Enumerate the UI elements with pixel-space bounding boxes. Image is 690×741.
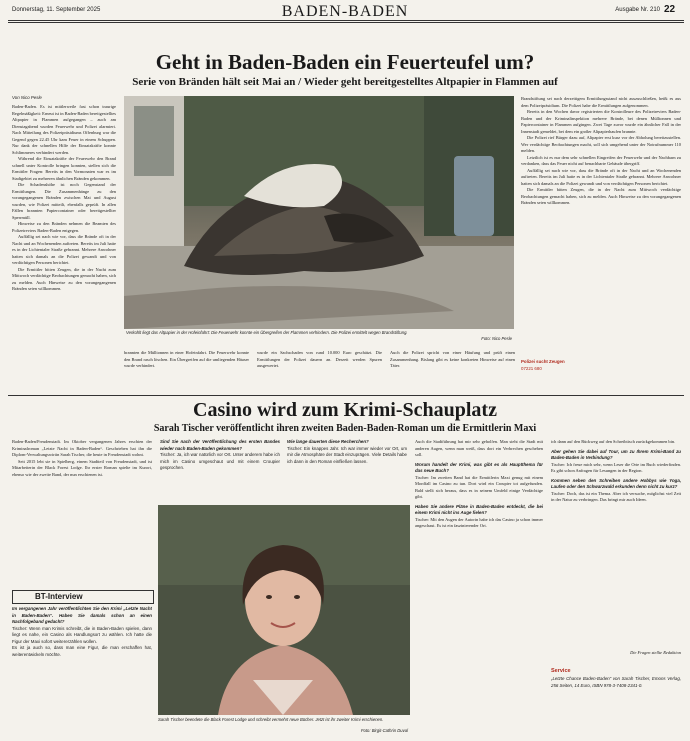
paragraph: Die Polizei rief Bürger dazu auf, Altpapier erst kurz vor der Abholung bereitzustellen. Wer verdächtige Beobachtungen macht, soll sich umgehend unter der Notrufnummer 110 melden. [521, 135, 681, 153]
interviewer-name: Redaktion [663, 650, 681, 655]
paragraph: Letztlich ist es nur dem sehr schnellen Eingreifen der Feuerwehr und der Nachbarn zu verdanken, dass das Feuer nicht auf benachbarte Gebäude übergriff. [521, 154, 681, 166]
interview-question: Worum handelt der Krimi, was gibt es als Hauptthema für das neue Buch? [415, 461, 543, 473]
article1-bottom-col1: brannten die Mülltonnen in einer Hofeinfahrt. Die Feuerwehr konnte den Brand rasch löschen. Ein Übergreifen auf die umliegenden Häuser wurde verhindert. [124, 350, 249, 368]
paragraph: ich dann auf den Rückweg auf den Schreibtisch zurückgekommen bin. [551, 439, 676, 444]
photo2-credit: Foto: Birgit-Cathrin Duval [360, 728, 408, 733]
interviewer-credit [551, 650, 681, 657]
article2-col1b [12, 606, 152, 736]
article-divider [8, 395, 684, 396]
interview-badge [12, 590, 154, 604]
interview-question: Aber gehen Sie dabei auf Tour, um zu Ihrem Krimi-Band zu Baden-Baden in Verbindung? [551, 448, 681, 460]
photo1-credit: Foto: Nico Pesle [481, 336, 512, 341]
author-portrait-illustration [158, 505, 410, 715]
interview-answer: Tischer: Im zweiten Band hat die Ermittlerin Maxi genug mit einem Mordfall im Casino zu tun. Dort wird ein Croupier tot aufgefunden. Bald stellt sich heraus, dass es in seinem Umfeld einige Verdächtige gibt. [415, 474, 543, 499]
page-number: 22 [664, 4, 676, 15]
paragraph: Auffällig sei nach wie vor, dass die Brände oft in der Nacht und an Wochenenden auftreten. Bereits im Juli hatte es in der Lichtentaler Straße gebrannt. Mehrere Anwohner hatten sich damals an die Polizei gewandt und von verdächtigen Personen berichtet. [12, 234, 116, 265]
interview-answer: Tischer: Ein knappes Jahr. Ich war immer wieder vor Ort, um mir die Atmosphäre der Stadt einzuprägen. Viele Details habe ich dann in den Roman einfließen lassen. [287, 445, 407, 464]
paragraph: Die Ermittler bitten Zeugen, die in der Nacht zum Mittwoch verdächtige Beobachtungen gemacht haben, sich zu melden. Auch Hinweise zu den vorangegangenen Bränden seien willkommen. [521, 187, 681, 205]
article1-byline: Von Nico Pesle [12, 95, 42, 100]
article2-col1 [12, 439, 152, 574]
paragraph: Baden-Baden. Es ist mittlerweile fast schon traurige Regelmäßigkeit: Erneut ist in Baden-Baden bereitgestelltes Altpapier in Flammen aufgegangen – auch am Dienstagabend wurden Feuerwehr und Polizei alarmiert. Nach Mitteilung des Polizeipräsidiums Offenburg war die Gegend gegen 22.45 Uhr kam Feuer in einem Schuppen. Nur dank der schnellen Hilfe der Einsatzkräfte konnte Schlimmeres verhindert werden. [12, 104, 116, 155]
paragraph: Baden-Baden/Freudenstadt. Im Oktober vergangenen Jahres erschien der Kriminalroman „Letzte Nacht in Baden-Baden“. Geschrieben hat ihn die Diplom-Verwaltungswirtin Sarah Tischer, die heute in Freudenstadt wohnt. [12, 439, 152, 457]
interview-question: Wie lange dauerten diese Recherchen? [287, 439, 369, 444]
paragraph: Brandstiftung sei nach derzeitigem Ermittlungsstand nicht auszuschließen, heißt es aus dem Polizeipräsidium. Die Polizei habe die Ermittlungen aufgenommen. [521, 96, 681, 108]
service-text: „Letzte Chance Baden-Baden“ von Sarah Tischer, Emons Verlag, 256 Seiten, 14 Euro, ISBN 978-3-7408-2341-0. [551, 676, 681, 688]
article1-col-right [521, 96, 681, 358]
paragraph: Auffällig sei nach wie vor, dass die Brände oft in der Nacht und an Wochenenden auftreten. Bereits im Juli hatte es in der Lichtentaler Straße gebrannt. Mehrere Anwohner hatten sich damals an die Polizei gewandt und von verdächtigen Personen berichtet. [521, 167, 681, 186]
paragraph: Die Ermittler bitten Zeugen, die in der Nacht zum Mittwoch verdächtige Beobachtungen gemacht haben, sich zu melden. Auch Hinweise zu den vorangegangenen Bränden seien willkommen. [12, 266, 116, 291]
article1-headline: Geht in Baden-Baden ein Feuerteufel um? [155, 50, 535, 74]
paragraph: Hinweise zu den Bränden nehmen die Beamten des Polizeireviers Baden-Baden entgegen. [12, 221, 116, 233]
issue-date: Donnerstag, 11. September 2025 [12, 7, 101, 13]
contact-phone: 07221 680 [521, 366, 542, 371]
fire-debris-photo [124, 96, 514, 329]
paragraph: Auch die Stadtführung hat mir sehr geholfen. Man sieht die Stadt mit anderen Augen, wenn man weiß, dass dort ein Verbrechen geschehen soll. [415, 439, 543, 457]
article2-col-right [551, 439, 681, 647]
article1-bottom-col3: Auch die Polizei spricht von einer Häufung und prüft einen Zusammenhang. Bislang gibt es keine konkreten Hinweise auf einen Täter. [390, 350, 515, 368]
fire-debris-illustration [124, 96, 514, 329]
author-portrait-photo [158, 505, 410, 715]
interview-question: Haben Sie andere Pläne in Baden-Baden entdeckt, die bei einem Krimi nicht ins Auge fielen? [415, 503, 543, 515]
interview-answer: Tischer: Ja, ich war natürlich vor Ort. Unter anderem habe ich mich im Casino umgeschaut und mit einem Croupier gesprochen. [160, 452, 280, 470]
article1-col1 [12, 104, 116, 330]
paragraph: Seit 2015 lebt sie in Spielberg, einem Stadtteil von Freudenstadt, und ist Mitarbeiterin der Black Forest Lodge. Ihr erster Roman spielte im Kurort, ebenso wie der zweite Band, der nun erschienen ist. [12, 458, 152, 477]
issue-number: Ausgabe Nr. 210 [615, 7, 660, 13]
article2-subhead: Sarah Tischer veröffentlicht ihren zweiten Baden-Baden-Roman um die Ermittlerin Maxi [153, 423, 537, 434]
interview-answer: Tischer: Mit den Augen der Autorin habe ich das Casino ja schon immer angeschaut. Es ist ein faszinierender Ort. [415, 516, 543, 528]
article2-q1-block [160, 439, 280, 504]
article2-q2-block [287, 439, 407, 504]
interview-answer: Tischer: Wenn man Krimis schreibt, die in Baden-Baden spielen, dann liegt es nahe, ein Casino als Handlungsort zu wählen. Ich hatte die Figur der Maxi sofort weitererzählen wollen. [12, 625, 152, 644]
contact-label: Polizei sucht Zeugen [521, 359, 565, 364]
article2-col-mid [415, 439, 543, 729]
paragraph: Die Schadenshöhe ist noch Gegenstand der Ermittlungen. Die Zusammenhänge zu den vorangegangenen Bränden zwischen Mai und August wurden, wie Polizei mitteilt, ebenfalls geprüft. In allen Fällen brannten Papiercontainer oder bereitgestellter Sperrmüll. [12, 182, 116, 220]
masthead-rule [8, 20, 684, 21]
interview-answer: Tischer: Ich freue mich sehr, wenn Leser die Orte im Buch wiederfinden. Es gibt schon Anfragen für Lesungen in der Region. [551, 461, 681, 473]
interviewer-label: Die Fragen stellte [630, 650, 663, 655]
article1-subhead: Serie von Bränden hält seit Mai an / Wieder geht bereitgestelltes Altpapier in Flammen auf [132, 76, 558, 88]
article2-headline: Casino wird zum Krimi-Schauplatz [193, 399, 497, 421]
service-label: Service [551, 668, 571, 674]
interview-answer: Tischer: Doch, das ist ein Thema. Aber ich versuche, möglichst viel Zeit in der Natur zu verbringen. Das bringt mir auch Ideen. [551, 490, 681, 502]
paragraph: Bereits in den Wochen davor registrierten die Kontrolleure des Polizeireviers Baden-Baden und der Kriminalinspektion mehrere Brände, bei denen Mülltonnen und Papiercontainer in Flammen aufgingen. Zwei Tage zuvor wurde ein ähnlicher Fall in der Innenstadt gemeldet, bei dem ein großer Altpapierhaufen brannte. [521, 109, 681, 134]
photo2-caption: Sarah Tischer beendete die Black Forest Lodge und schreibt vermehrt neue Bücher. Jetzt ist ihr zweiter Krimi erschienen. [158, 717, 384, 722]
photo1-caption: Verkohlt liegt das Altpapier in der Hofeinfahrt: Die Feuerwehr konnte ein Übergreifen der Flammen verhindern. Die Polizei ermittelt wegen Brandstiftung. [126, 330, 408, 335]
interview-answer: Es ist ja auch so, dass man eine Figur, die man erschaffen hat, weiterentwickeln möchte. [12, 645, 152, 657]
masthead-rule-thin [8, 22, 684, 23]
interview-question: Im vergangenen Jahr veröffentlichten Sie den Krimi „Letzte Nacht in Baden-Baden“. Haben Sie damals schon an einen Nachfolgeband gedacht? [12, 606, 152, 624]
section-title: BADEN-BADEN [281, 3, 409, 20]
interview-badge-label: BT-Interview [35, 592, 83, 601]
paragraph: Während die Einsatzkräfte der Feuerwehr den Brand schnell unter Kontrolle bringen konnten, stellen sich die Ermittler Fragen: Bereits in den Vormonaten war es im Stadtgebiet zu mehreren ähnlichen Bränden gekommen. [12, 156, 116, 181]
interview-question: Sind Sie nach der Veröffentlichung des ersten Bandes wieder nach Baden-Baden gekommen? [160, 439, 280, 451]
article1-bottom-col2: wurde ein Sachschaden von rund 10.000 Euro geschätzt. Die Ermittlungen der Polizei dauern an. Derzeit werden Spuren ausgewertet. [257, 350, 382, 368]
interview-question: Kommen neben den Schreiben andere Hobbys wie Yoga, Laufen oder den Schwarzwald erkunden denn nicht zu kurz? [551, 477, 681, 489]
